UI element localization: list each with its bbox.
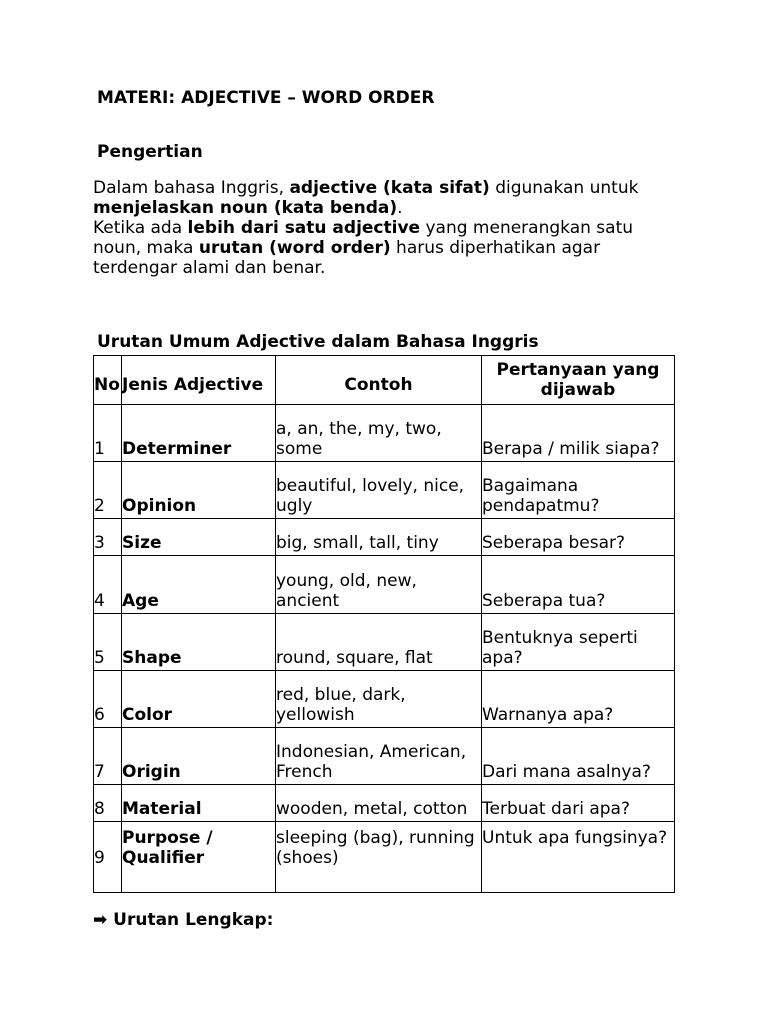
- cell-no: 9: [94, 822, 122, 893]
- table-header-row: [94, 356, 675, 405]
- cell-no: 6: [94, 671, 122, 728]
- pengertian-heading-text: Pengertian: [97, 142, 203, 162]
- table-row: [94, 405, 675, 462]
- cell-pertanyaan: Bagaimana pendapatmu?: [482, 462, 675, 519]
- cell-no: 1: [94, 405, 122, 462]
- cell-jenis: Shape: [122, 614, 276, 671]
- paragraph-text: yang menerangkan satu noun, maka: [93, 218, 634, 258]
- cell-pertanyaan: Bentuknya seperti apa?: [482, 614, 675, 671]
- cell-contoh: sleeping (bag), running (shoes): [276, 822, 482, 893]
- paragraph-bold: menjelaskan noun (kata benda): [93, 198, 398, 218]
- table-row: [94, 519, 675, 556]
- cell-contoh: a, an, the, my, two, some: [276, 405, 482, 462]
- paragraph-text: digunakan untuk: [489, 178, 639, 198]
- cell-pertanyaan: Seberapa tua?: [482, 556, 675, 614]
- cell-jenis: Determiner: [122, 405, 276, 462]
- table-row: [94, 556, 675, 614]
- cell-contoh: young, old, new, ancient: [276, 556, 482, 614]
- cell-jenis: Origin: [122, 728, 276, 785]
- cell-pertanyaan: Seberapa besar?: [482, 519, 675, 556]
- paragraph-text: Ketika ada: [93, 218, 188, 238]
- pengertian-heading: [93, 142, 203, 162]
- cell-contoh: big, small, tall, tiny: [276, 519, 482, 556]
- table-row: [94, 785, 675, 822]
- cell-no: 2: [94, 462, 122, 519]
- cell-jenis: Material: [122, 785, 276, 822]
- table-row: [94, 822, 675, 893]
- paragraph-bold: lebih dari satu adjective: [187, 218, 421, 238]
- cell-contoh: red, blue, dark, yellowish: [276, 671, 482, 728]
- table-row: [94, 462, 675, 519]
- definition-paragraph: [93, 178, 683, 278]
- cell-jenis: Opinion: [122, 462, 276, 519]
- paragraph-bold: adjective (kata sifat): [289, 178, 490, 198]
- cell-contoh: wooden, metal, cotton: [276, 785, 482, 822]
- urutan-lengkap-heading: ➡ Urutan Lengkap:: [93, 910, 274, 930]
- cell-pertanyaan: Terbuat dari apa?: [482, 785, 675, 822]
- paragraph-bold: urutan (word order): [198, 238, 391, 258]
- cell-no: 5: [94, 614, 122, 671]
- cell-no: 4: [94, 556, 122, 614]
- cell-pertanyaan: Dari mana asalnya?: [482, 728, 675, 785]
- paragraph-text: Dalam bahasa Inggris,: [93, 178, 290, 198]
- table-row: [94, 728, 675, 785]
- header-jenis: Jenis Adjective: [122, 356, 276, 405]
- cell-pertanyaan: Untuk apa fungsinya?: [482, 822, 675, 893]
- cell-contoh: Indonesian, American, French: [276, 728, 482, 785]
- cell-jenis: Size: [122, 519, 276, 556]
- urutan-heading-text: Urutan Umum Adjective dalam Bahasa Inggris: [97, 332, 539, 352]
- header-pertanyaan: Pertanyaan yang dijawab: [482, 356, 675, 405]
- table-row: [94, 671, 675, 728]
- header-contoh: Contoh: [276, 356, 482, 405]
- cell-no: 7: [94, 728, 122, 785]
- cell-jenis: Age: [122, 556, 276, 614]
- cell-contoh: beautiful, lovely, nice, ugly: [276, 462, 482, 519]
- urutan-heading: [93, 332, 539, 352]
- header-no: No: [94, 356, 122, 405]
- cell-no: 8: [94, 785, 122, 822]
- paragraph-text: .: [397, 198, 403, 218]
- paragraph-text: harus diperhatikan agar terdengar alami dan benar.: [93, 238, 601, 278]
- table-row: [94, 614, 675, 671]
- materi-heading-text: MATERI: ADJECTIVE – WORD ORDER: [97, 88, 435, 108]
- cell-contoh: round, square, flat: [276, 614, 482, 671]
- cell-no: 3: [94, 519, 122, 556]
- cell-pertanyaan: Warnanya apa?: [482, 671, 675, 728]
- adjective-order-table: [93, 355, 675, 893]
- cell-jenis: Color: [122, 671, 276, 728]
- cell-pertanyaan: Berapa / milik siapa?: [482, 405, 675, 462]
- cell-jenis: Purpose / Qualifier: [122, 822, 276, 893]
- materi-heading: [93, 88, 435, 108]
